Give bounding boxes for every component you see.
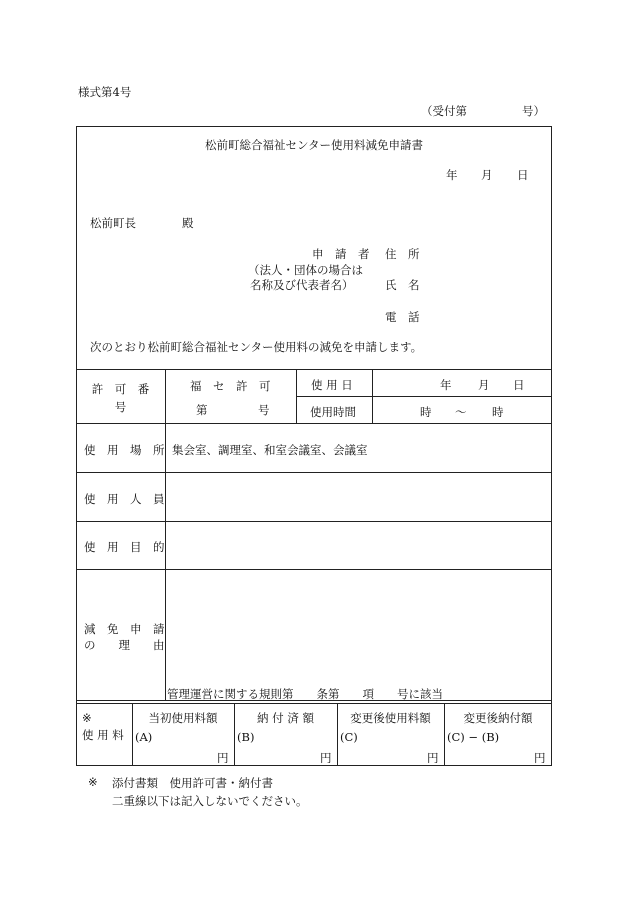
- use-time-to: 時: [492, 405, 504, 419]
- fee-code-paid: (B): [237, 730, 255, 744]
- fee-label: 使 用 料: [82, 728, 124, 742]
- use-time-tilde: 〜: [455, 405, 467, 419]
- fee-header-initial: 当初使用料額: [148, 711, 218, 725]
- permit-label-line1: 許 可 番: [91, 382, 150, 396]
- regulation-reference: 管理運営に関する規則第 条第 項 号に該当: [167, 687, 443, 701]
- fee-code-changed-payment: (C) − (B): [447, 730, 500, 744]
- addressee-name: 松前町長: [90, 216, 136, 230]
- purpose-label: 使 用 目 的: [84, 540, 165, 554]
- footnote-attachments: 添付書類 使用許可書・納付書: [112, 776, 273, 790]
- use-date-month: 月: [478, 378, 490, 392]
- fee-header-paid: 納 付 済 額: [257, 711, 314, 725]
- fee-unit-changed: 円: [427, 751, 439, 765]
- form-number: 様式第4号: [78, 85, 132, 99]
- permit-label-line2: 号: [114, 400, 127, 414]
- fee-code-initial: (A): [135, 730, 153, 744]
- divider: [76, 423, 552, 424]
- phone-label: 電 話: [385, 310, 420, 324]
- receipt-number-suffix: 号）: [522, 104, 545, 118]
- permit-number-prefix: 第: [196, 403, 208, 417]
- address-label: 住 所: [385, 247, 420, 261]
- request-statement: 次のとおり松前町総合福祉センター使用料の減免を申請します。: [90, 340, 423, 354]
- date-month: 月: [481, 168, 493, 182]
- receipt-number-prefix: （受付第: [421, 104, 467, 118]
- applicant-label: 申 請 者: [312, 247, 370, 261]
- permit-prefix: 福 セ 許 可: [190, 379, 271, 393]
- name-label: 氏 名: [385, 278, 420, 292]
- fee-unit-paid: 円: [320, 751, 332, 765]
- footnote-mark: ※: [88, 775, 98, 789]
- use-date-label: 使 用 日: [311, 378, 353, 392]
- permit-number-suffix: 号: [258, 403, 270, 417]
- divider: [165, 369, 166, 701]
- form-title: 松前町総合福祉センター使用料減免申請書: [204, 138, 424, 152]
- addressee-honorific: 殿: [182, 216, 194, 230]
- fee-header-changed: 変更後使用料額: [350, 711, 431, 725]
- date-year: 年: [446, 168, 458, 182]
- place-label: 使 用 場 所: [84, 443, 165, 457]
- use-time-from: 時: [420, 405, 432, 419]
- fee-mark: ※: [82, 711, 92, 725]
- fee-unit-initial: 円: [217, 751, 229, 765]
- reason-label-line2: の 理 由: [84, 638, 165, 652]
- place-value: 集会室、調理室、和室会議室、会議室: [172, 443, 368, 457]
- date-day: 日: [517, 168, 529, 182]
- divider: [76, 369, 552, 370]
- divider: [296, 369, 297, 423]
- use-date-day: 日: [513, 378, 525, 392]
- fee-unit-changed-payment: 円: [534, 751, 546, 765]
- applicant-note-line1: （法人・団体の場合は: [248, 263, 363, 277]
- divider: [76, 472, 552, 473]
- divider: [76, 569, 552, 570]
- use-date-year: 年: [440, 378, 452, 392]
- applicant-note-line2: 名称及び代表者名）: [250, 278, 354, 292]
- divider: [372, 369, 373, 423]
- use-time-label: 使用時間: [310, 405, 356, 419]
- people-label: 使 用 人 員: [84, 492, 165, 506]
- reason-label-line1: 減 免 申 請: [84, 622, 165, 636]
- footnote-instruction: 二重線以下は記入しないでください。: [112, 794, 308, 808]
- divider: [76, 521, 552, 522]
- fee-header-changed-payment: 変更後納付額: [463, 711, 533, 725]
- fee-code-changed: (C): [340, 730, 358, 744]
- divider: [296, 396, 552, 397]
